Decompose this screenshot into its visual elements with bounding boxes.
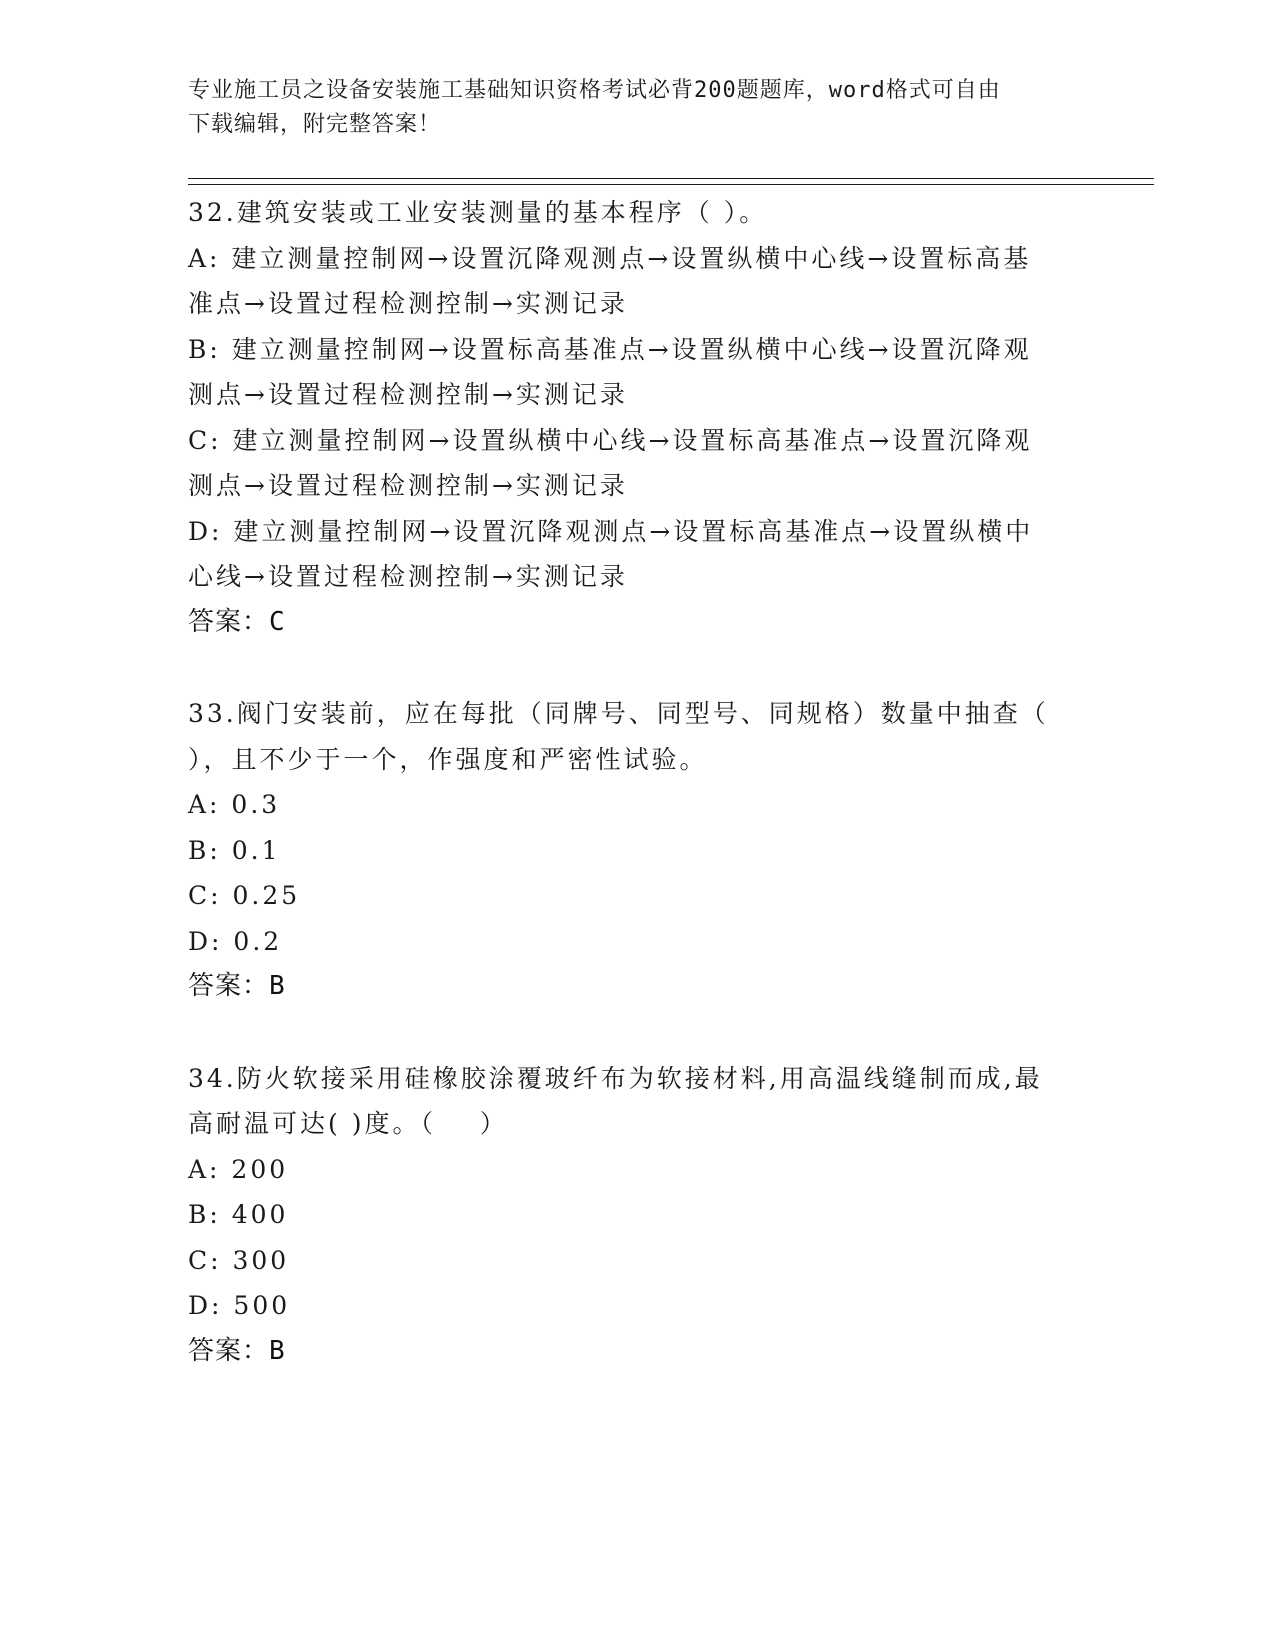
option-b-continued: 测点→设置过程检测控制→实测记录 — [188, 380, 628, 409]
option-d: D: 500 — [188, 1291, 291, 1320]
option-a-continued: 准点→设置过程检测控制→实测记录 — [188, 289, 628, 318]
option-b: B: 0.1 — [188, 835, 281, 865]
option-c: C: 建立测量控制网→设置纵横中心线→设置标高基准点→设置沉降观 — [188, 425, 1033, 455]
option-d: D: 0.2 — [188, 926, 283, 956]
header-divider-top — [188, 178, 1154, 179]
answer-line: 答案：B — [188, 971, 286, 1001]
option-d-continued: 心线→设置过程检测控制→实测记录 — [188, 562, 628, 591]
option-a: A: 200 — [188, 1154, 289, 1184]
question-34 — [188, 1056, 1068, 1375]
option-c-continued: 测点→设置过程检测控制→实测记录 — [188, 471, 628, 500]
option-c: C: 0.25 — [188, 881, 301, 910]
question-list — [188, 190, 1068, 1374]
answer-line: 答案：C — [188, 606, 286, 637]
question-32 — [188, 190, 1068, 645]
question-stem: 34.防火软接采用硅橡胶涂覆玻纤布为软接材料,用高温线缝制而成,最 — [188, 1063, 1043, 1093]
answer-line: 答案：B — [188, 1335, 286, 1366]
option-c: C: 300 — [188, 1245, 290, 1275]
option-d: D: 建立测量控制网→设置沉降观测点→设置标高基准点→设置纵横中 — [188, 516, 1034, 546]
option-a: A: 0.3 — [188, 790, 281, 819]
header-divider-bottom — [188, 184, 1154, 185]
question-33 — [188, 691, 1068, 1010]
option-b: B: 400 — [188, 1200, 289, 1229]
question-stem-continued: ），且不少于一个，作强度和严密性试验。 — [188, 744, 708, 774]
question-stem-continued: 高耐温可达( )度。（ ） — [188, 1109, 508, 1138]
header-line-1: 专业施工员之设备安装施工基础知识资格考试必背200题题库，word格式可自由 — [188, 78, 1001, 103]
document-header — [188, 74, 1068, 142]
option-b: B: 建立测量控制网→设置标高基准点→设置纵横中心线→设置沉降观 — [188, 334, 1032, 364]
question-stem: 33.阀门安装前，应在每批（同牌号、同型号、同规格）数量中抽查（ — [188, 699, 1049, 728]
option-a: A: 建立测量控制网→设置沉降观测点→设置纵横中心线→设置标高基 — [188, 243, 1032, 273]
header-line-2: 下载编辑，附完整答案！ — [188, 112, 442, 137]
question-stem: 32.建筑安装或工业安装测量的基本程序（ ）。 — [188, 198, 768, 227]
